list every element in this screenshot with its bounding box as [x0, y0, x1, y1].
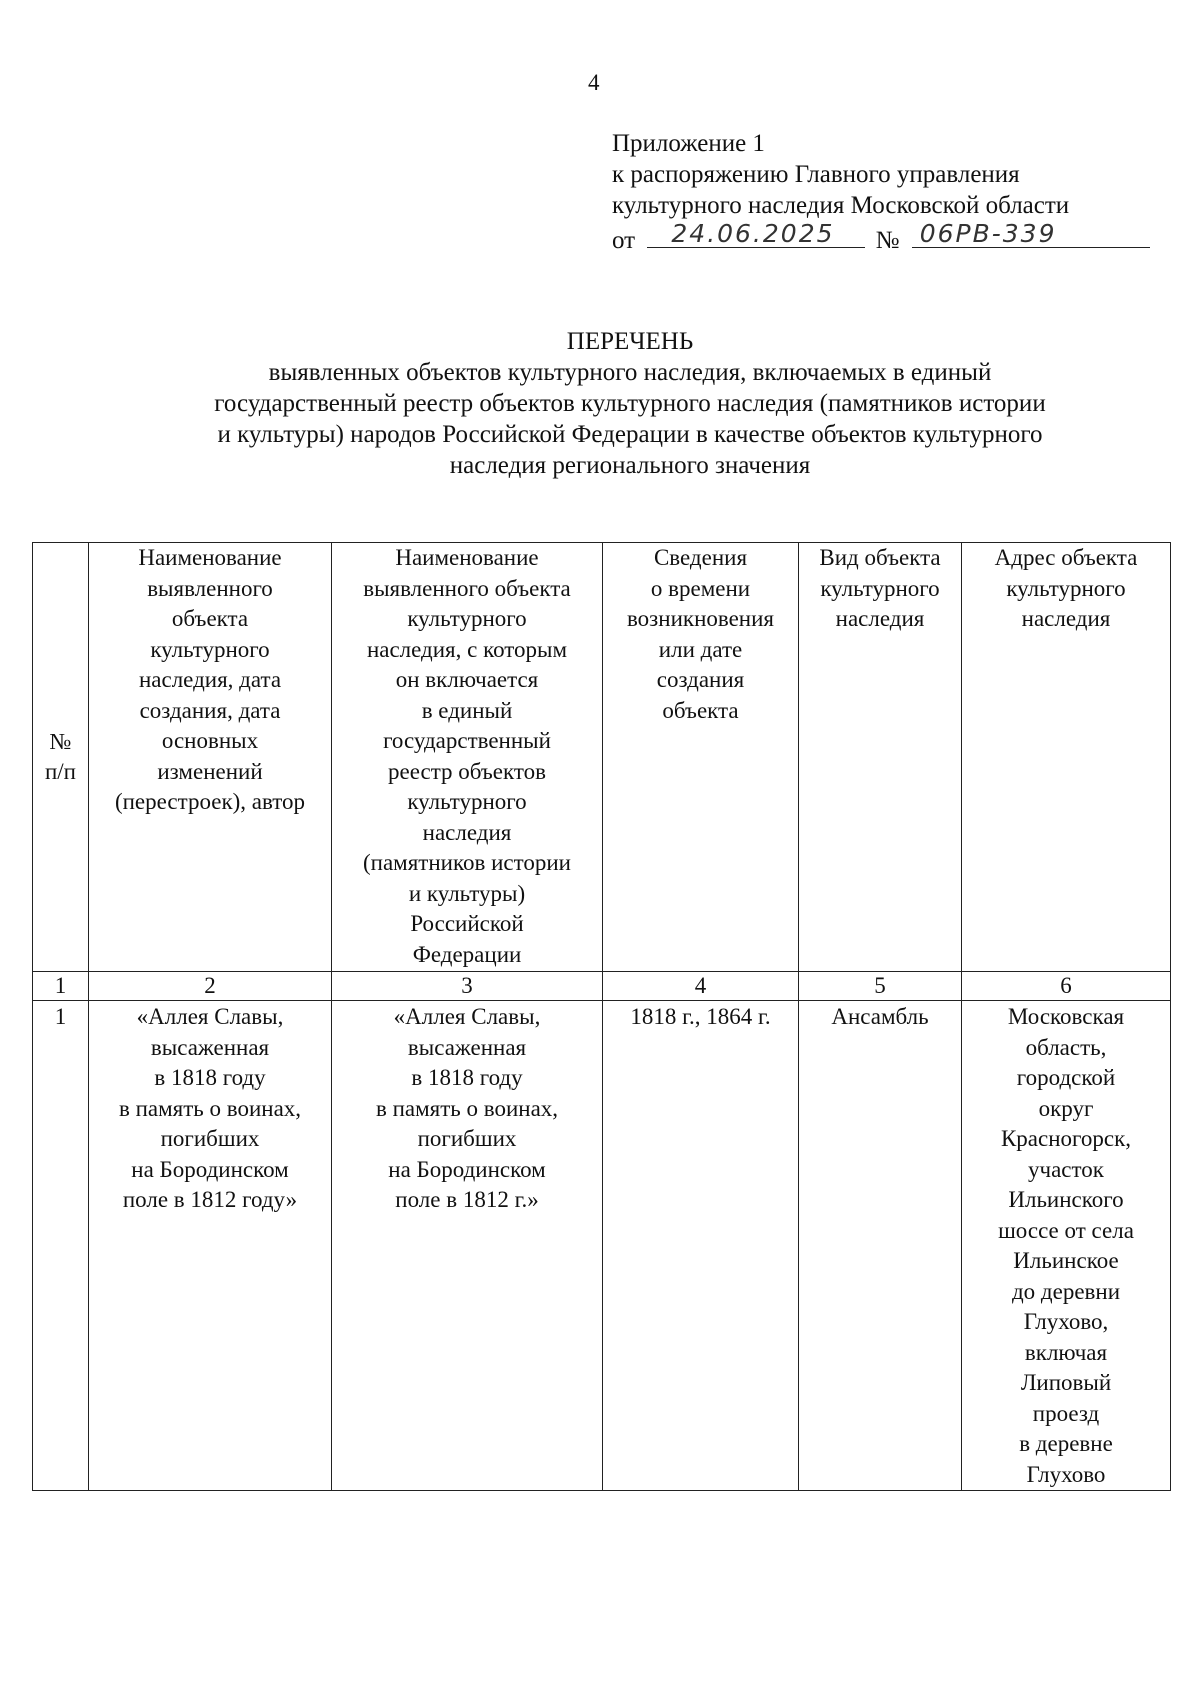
handwritten-date: 24.06.2025 [671, 219, 835, 248]
cell-text-line: № [49, 728, 72, 754]
cell-text-line: на Бородинском [388, 1156, 546, 1182]
cell-text-line: проезд [1032, 1400, 1100, 1426]
cell-text-line: Вид объекта [819, 545, 941, 570]
cell-text-line: шоссе от села [998, 1217, 1134, 1243]
cell-text-line: Федерации [412, 941, 522, 967]
cell-text-line: создания [656, 667, 745, 692]
document-title: ПЕРЕЧЕНЬ [566, 328, 694, 355]
appendix-line: культурного наследия Московской области [612, 192, 1070, 219]
table-row [33, 1001, 1171, 1491]
cell-text-line: Глухово [1026, 1461, 1106, 1487]
cell-text-line: участок [1028, 1156, 1104, 1182]
cell-text-line: в единый [421, 697, 513, 723]
cell-text-line: наследия, с которым [366, 636, 568, 662]
cell-text-line: Красногорск, [1000, 1126, 1132, 1151]
cell-text-line: он включается [395, 667, 539, 692]
cell-text-line: в деревне [1019, 1431, 1113, 1456]
creation-dates-cell: 1818 г., 1864 г. [603, 1001, 799, 1491]
cell-text-line: на Бородинском [131, 1156, 289, 1182]
cell-text-line: погибших [160, 1126, 260, 1151]
cell-text-line: в 1818 году [411, 1065, 523, 1090]
column-number: 3 [332, 972, 603, 1001]
address-cell [962, 1001, 1171, 1491]
cell-text-line: культурного [407, 789, 527, 814]
column-number-row [33, 972, 1171, 1001]
column-number: 4 [603, 972, 799, 1001]
cell-text-line: и культуры) [408, 880, 526, 906]
heritage-table [32, 542, 1171, 1491]
cell-text-line: высаженная [150, 1034, 270, 1060]
cell-text-line: или дате [658, 636, 743, 662]
cell-text-line: до деревни [1011, 1278, 1121, 1304]
cell-text-line: выявленного [147, 575, 273, 601]
cell-text-line: культурного [820, 575, 940, 601]
cell-text-line: создания, дата [139, 697, 281, 723]
cell-text-line: наследия [835, 606, 925, 631]
cell-text-line: п/п [44, 759, 76, 784]
cell-text-line: культурного [407, 606, 527, 631]
cell-text-line: объекта [171, 606, 249, 631]
cell-text-line: объекта [662, 697, 739, 723]
cell-text-line: (перестроек), автор [114, 789, 306, 814]
cell-text-line: Наименование [138, 545, 282, 570]
cell-text-line: основных [161, 728, 259, 753]
column-number: 6 [962, 972, 1171, 1001]
cell-text-line: «Аллея Славы, [136, 1004, 284, 1029]
cell-text-line: «Аллея Славы, [393, 1004, 541, 1029]
row-number-cell: 1 [33, 1001, 89, 1491]
cell-text-line: возникновения [626, 606, 775, 631]
column-number: 2 [89, 972, 332, 1001]
number-sign: № [875, 227, 900, 254]
header-cell-object-name [89, 543, 332, 972]
cell-text-line: (памятников истории [363, 850, 571, 875]
cell-text-line: изменений [157, 758, 263, 784]
cell-text-line: культурного [1006, 575, 1126, 601]
cell-text-line: Ильинское [1013, 1248, 1119, 1273]
cell-text-line: наследия [1021, 606, 1111, 631]
appendix-block [612, 128, 1150, 256]
heading-line: наследия регионального значения [449, 452, 811, 479]
header-cell-creation-time [603, 543, 799, 972]
heading-line: выявленных объектов культурного наследия, включаемых в единый [268, 359, 992, 386]
cell-text-line: в 1818 году [154, 1065, 266, 1090]
cell-text-line: округ [1038, 1095, 1094, 1121]
table-header-row [33, 543, 1171, 972]
object-name-cell [89, 1001, 332, 1491]
cell-text-line: государственный [383, 728, 551, 753]
header-cell-address [962, 543, 1171, 972]
object-type-cell: Ансамбль [799, 1001, 962, 1491]
cell-text-line: Глухово, [1023, 1309, 1109, 1334]
column-number: 5 [799, 972, 962, 1001]
header-cell-registry-name [332, 543, 603, 972]
cell-text-line: погибших [417, 1126, 517, 1151]
heading-line: государственный реестр объектов культурного наследия (памятников истории [214, 390, 1046, 417]
header-cell-number [33, 543, 89, 972]
cell-text-line: выявленного объекта [363, 575, 571, 601]
column-number: 1 [33, 972, 89, 1001]
registry-name-cell [332, 1001, 603, 1491]
cell-text-line: в память о воинах, [118, 1095, 302, 1121]
cell-text-line: городской [1016, 1065, 1116, 1090]
cell-text-line: Сведения [653, 545, 748, 570]
cell-text-line: в память о воинах, [375, 1095, 559, 1121]
document-heading [140, 326, 1120, 481]
cell-text-line: Наименование [395, 545, 539, 570]
date-prefix: от [612, 227, 636, 254]
handwritten-number: 06РВ-339 [919, 219, 1057, 248]
header-cell-object-type [799, 543, 962, 972]
number-field [912, 221, 1150, 248]
cell-text-line: культурного [150, 636, 270, 662]
page-number: 4 [588, 70, 600, 95]
heading-line: и культуры) народов Российской Федерации в качестве объектов культурного [217, 421, 1043, 448]
cell-text-line: Московская [1007, 1004, 1125, 1029]
cell-text-line: о времени [650, 575, 751, 601]
appendix-line: к распоряжению Главного управления [612, 161, 1020, 188]
date-field [647, 221, 865, 248]
cell-text-line: наследия, дата [138, 667, 282, 692]
cell-text-line: включая [1024, 1339, 1108, 1365]
appendix-line: Приложение 1 [612, 130, 765, 157]
cell-text-line: Адрес объекта [994, 545, 1138, 570]
cell-text-line: Ильинского [1008, 1187, 1124, 1212]
cell-text-line: область, [1025, 1034, 1107, 1060]
appendix-date-line [612, 221, 1150, 256]
cell-text-line: высаженная [407, 1034, 527, 1060]
cell-text-line: Российской [410, 911, 524, 936]
cell-text-line: наследия [422, 819, 512, 845]
cell-text-line: поле в 1812 году» [122, 1187, 298, 1212]
cell-text-line: Липовый [1020, 1370, 1112, 1395]
cell-text-line: реестр объектов [388, 758, 546, 784]
cell-text-line: поле в 1812 г.» [395, 1187, 539, 1212]
